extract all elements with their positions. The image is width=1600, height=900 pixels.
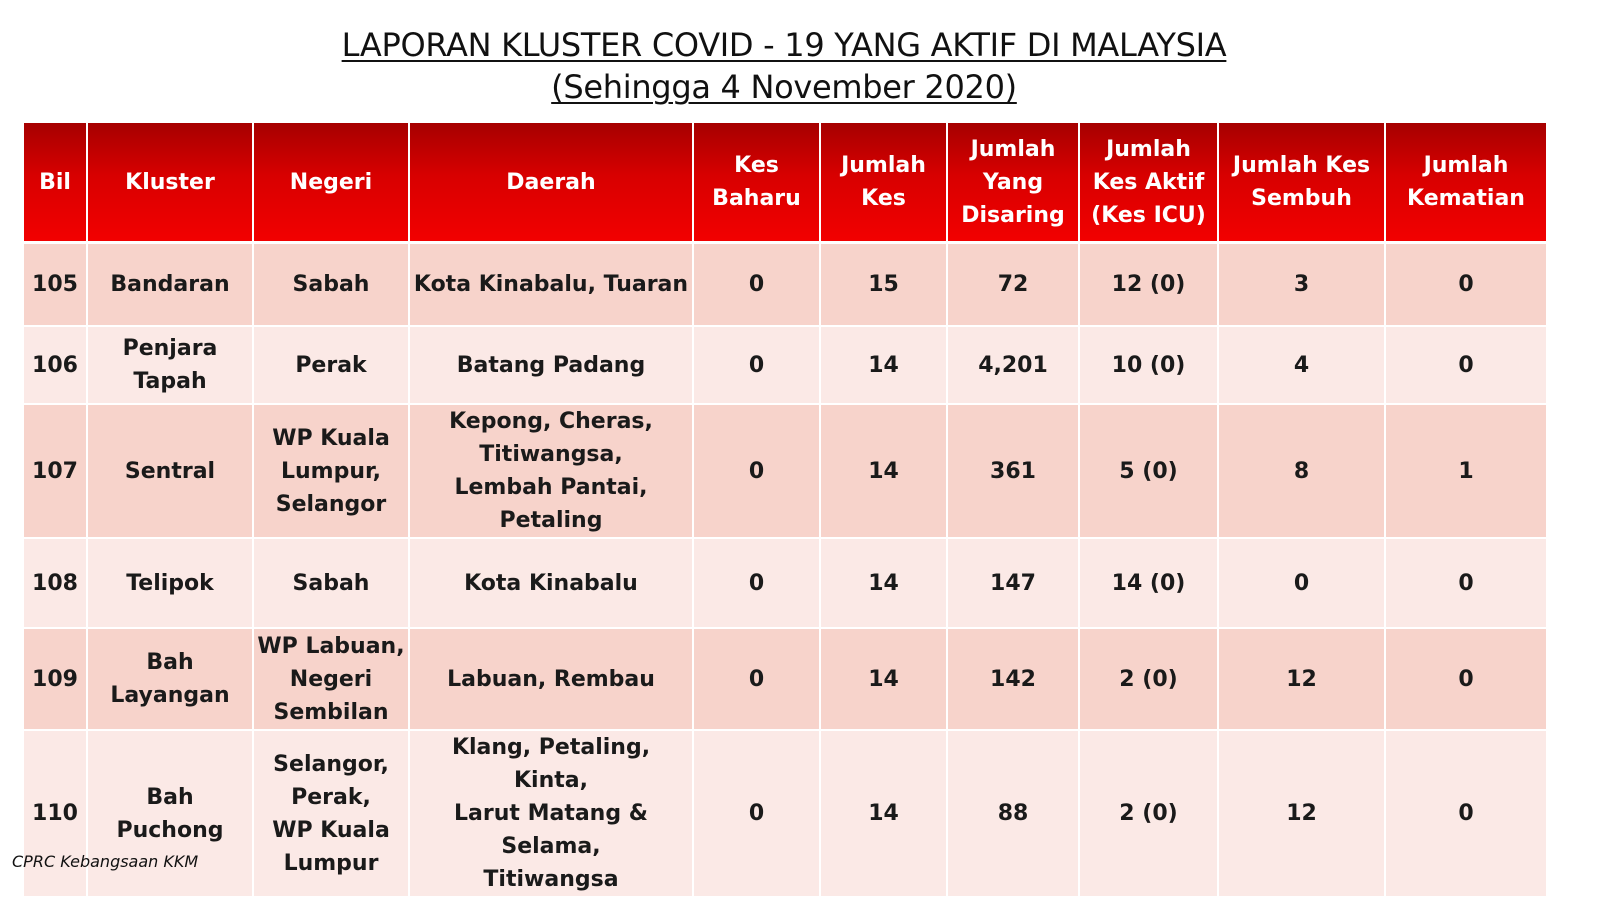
- cell-jumlah-disaring: 4,201: [947, 326, 1079, 404]
- cell-kes-baharu: 0: [693, 730, 820, 897]
- table-row: [23, 326, 1547, 404]
- cell-jumlah-disaring: 88: [947, 730, 1079, 897]
- cell-jumlah-disaring: 361: [947, 404, 1079, 538]
- cell-daerah: Kota Kinabalu: [409, 538, 693, 628]
- cell-daerah: Kepong, Cheras, Titiwangsa, Lembah Pantai, Petaling: [409, 404, 693, 538]
- cell-jumlah-disaring: 147: [947, 538, 1079, 628]
- header-kes-sembuh: Jumlah Kes Sembuh: [1218, 123, 1385, 243]
- cell-kes-baharu: 0: [693, 538, 820, 628]
- cell-kematian: 0: [1385, 243, 1547, 327]
- cell-kluster: Bah Layangan: [87, 628, 253, 730]
- cell-kes-sembuh: 3: [1218, 243, 1385, 327]
- cell-kes-aktif: 10 (0): [1079, 326, 1218, 404]
- cell-kes-sembuh: 12: [1218, 628, 1385, 730]
- cell-daerah: Labuan, Rembau: [409, 628, 693, 730]
- cell-jumlah-disaring: 72: [947, 243, 1079, 327]
- cell-kluster: Telipok: [87, 538, 253, 628]
- table-row: [23, 404, 1547, 538]
- cell-jumlah-kes: 14: [820, 326, 947, 404]
- cell-negeri: Selangor, Perak, WP Kuala Lumpur: [253, 730, 409, 897]
- cell-kes-baharu: 0: [693, 404, 820, 538]
- cell-kematian: 0: [1385, 730, 1547, 897]
- table-row: [23, 243, 1547, 327]
- cell-kluster: Sentral: [87, 404, 253, 538]
- table-row: [23, 730, 1547, 897]
- header-negeri: Negeri: [253, 123, 409, 243]
- cell-daerah: Kota Kinabalu, Tuaran: [409, 243, 693, 327]
- cell-kes-aktif: 2 (0): [1079, 730, 1218, 897]
- cell-bil: 110: [23, 730, 87, 897]
- cell-kluster: Bah Puchong: [87, 730, 253, 897]
- header-kematian: Jumlah Kematian: [1385, 123, 1547, 243]
- cell-kes-aktif: 12 (0): [1079, 243, 1218, 327]
- title-main: LAPORAN KLUSTER COVID - 19 YANG AKTIF DI MALAYSIA: [341, 26, 1227, 64]
- table-row: [23, 628, 1547, 730]
- cell-jumlah-kes: 14: [820, 628, 947, 730]
- header-kes-baharu: Kes Baharu: [693, 123, 820, 243]
- cell-bil: 109: [23, 628, 87, 730]
- cell-kes-aktif: 5 (0): [1079, 404, 1218, 538]
- header-bil: Bil: [23, 123, 87, 243]
- header-jumlah-kes: Jumlah Kes: [820, 123, 947, 243]
- cell-kes-aktif: 14 (0): [1079, 538, 1218, 628]
- cell-kes-baharu: 0: [693, 326, 820, 404]
- cell-jumlah-kes: 15: [820, 243, 947, 327]
- cell-daerah: Batang Padang: [409, 326, 693, 404]
- title-date: (Sehingga 4 November 2020): [551, 68, 1017, 106]
- header-kluster: Kluster: [87, 123, 253, 243]
- header-jumlah-disaring: Jumlah Yang Disaring: [947, 123, 1079, 243]
- cell-negeri: Perak: [253, 326, 409, 404]
- cell-kes-baharu: 0: [693, 243, 820, 327]
- header-kes-aktif: Jumlah Kes Aktif (Kes ICU): [1079, 123, 1218, 243]
- cell-negeri: Sabah: [253, 538, 409, 628]
- header-daerah: Daerah: [409, 123, 693, 243]
- cell-jumlah-kes: 14: [820, 538, 947, 628]
- cell-bil: 108: [23, 538, 87, 628]
- cell-kes-sembuh: 4: [1218, 326, 1385, 404]
- cluster-table: [22, 123, 1548, 898]
- cell-bil: 105: [23, 243, 87, 327]
- cell-daerah: Klang, Petaling, Kinta, Larut Matang & Selama, Titiwangsa: [409, 730, 693, 897]
- cell-kluster: Bandaran: [87, 243, 253, 327]
- cell-kluster: Penjara Tapah: [87, 326, 253, 404]
- cell-negeri: WP Labuan, Negeri Sembilan: [253, 628, 409, 730]
- cell-kes-aktif: 2 (0): [1079, 628, 1218, 730]
- cell-negeri: Sabah: [253, 243, 409, 327]
- cell-jumlah-kes: 14: [820, 730, 947, 897]
- table-row: [23, 538, 1547, 628]
- cell-bil: 106: [23, 326, 87, 404]
- table-header-row: [23, 123, 1547, 243]
- cell-kematian: 0: [1385, 538, 1547, 628]
- cell-kes-sembuh: 8: [1218, 404, 1385, 538]
- cell-kematian: 1: [1385, 404, 1547, 538]
- cell-jumlah-kes: 14: [820, 404, 947, 538]
- cell-kes-sembuh: 0: [1218, 538, 1385, 628]
- cell-kematian: 0: [1385, 326, 1547, 404]
- source-credit: CPRC Kebangsaan KKM: [12, 852, 199, 871]
- report-title: [0, 24, 1568, 108]
- cell-negeri: WP Kuala Lumpur, Selangor: [253, 404, 409, 538]
- cell-jumlah-disaring: 142: [947, 628, 1079, 730]
- cell-kes-baharu: 0: [693, 628, 820, 730]
- cell-kes-sembuh: 12: [1218, 730, 1385, 897]
- cell-bil: 107: [23, 404, 87, 538]
- cell-kematian: 0: [1385, 628, 1547, 730]
